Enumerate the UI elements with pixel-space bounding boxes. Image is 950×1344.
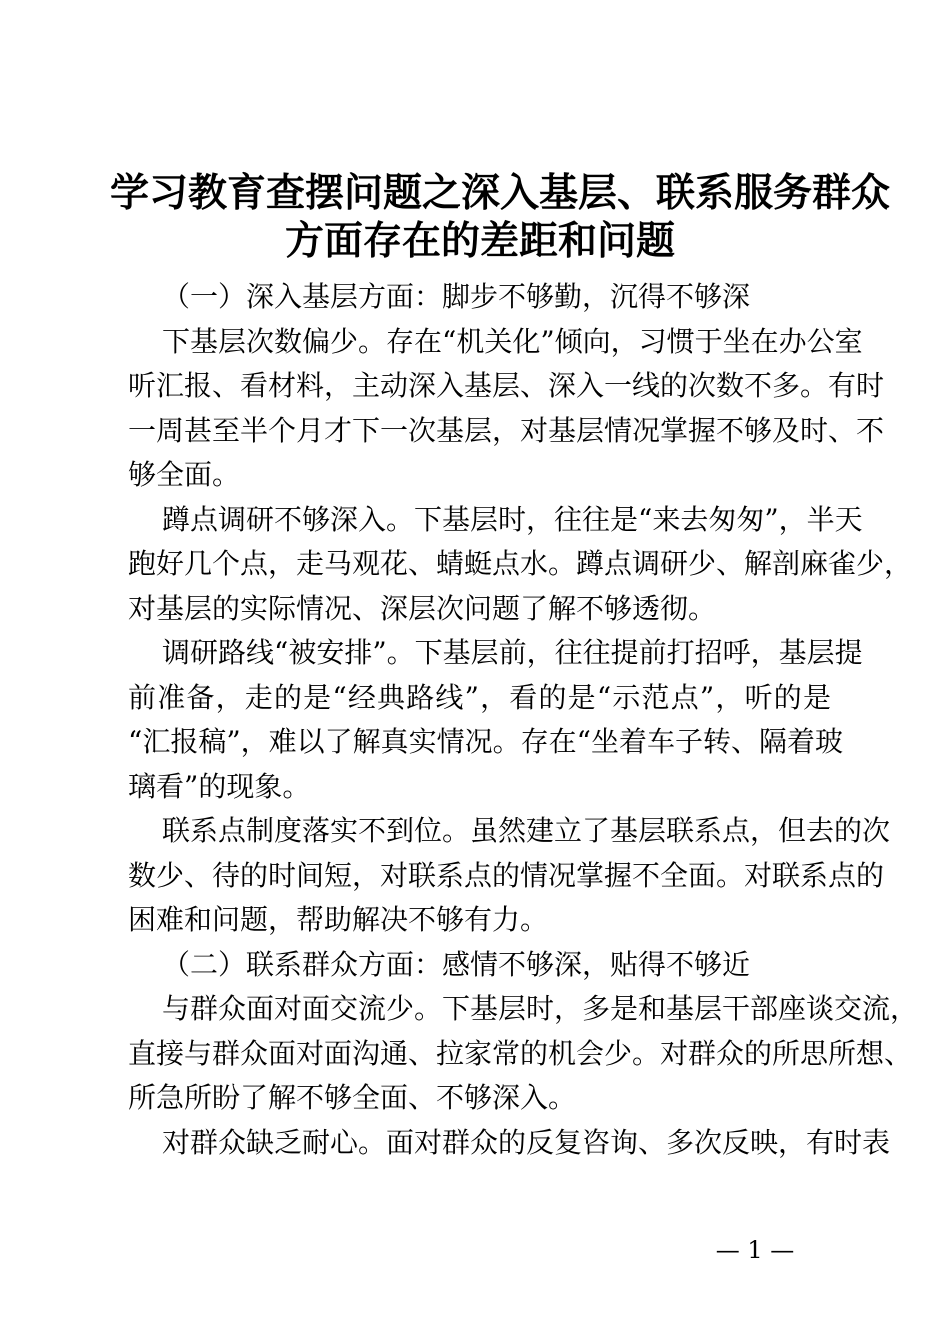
text-line: 联系点制度落实不到位。虽然建立了基层联系点，但去的次	[162, 814, 891, 847]
title-line-1: 学习教育查摆问题之深入基层、联系服务群众	[110, 171, 891, 216]
text-line: 听汇报、看材料，主动深入基层、深入一线的次数不多。有时	[128, 369, 885, 402]
text-line: 璃看”的现象。	[128, 769, 311, 803]
text-line: 一周甚至半个月才下一次基层，对基层情况掌握不够及时、不	[128, 413, 885, 447]
section-heading: （二）联系群众方面：感情不够深，贴得不够近	[162, 947, 751, 981]
text-line: 直接与群众面对面沟通、拉家常的机会少。对群众的所思所想、	[128, 1036, 913, 1070]
document-title	[110, 170, 891, 266]
title-line-2: 方面存在的差距和问题	[284, 219, 675, 264]
text-line: 所急所盼了解不够全面、不够深入。	[128, 1081, 577, 1114]
text-line: 下基层次数偏少。存在“机关化”倾向，习惯于坐在办公室	[162, 324, 863, 358]
text-line: 调研路线“被安排”。下基层前，往往提前打招呼，基层提	[162, 636, 863, 669]
text-line: 跑好几个点，走马观花、蜻蜓点水。蹲点调研少、解剖麻雀少，	[128, 547, 913, 580]
text-line: 蹲点调研不够深入。下基层时，往往是“来去匆匆”，半天	[162, 502, 863, 536]
text-line: “汇报稿”，难以了解真实情况。存在“坐着车子转、隔着玻	[128, 725, 843, 758]
text-line: 对基层的实际情况、深层次问题了解不够透彻。	[128, 591, 717, 625]
text-line: 对群众缺乏耐心。面对群众的反复咨询、多次反映，有时表	[162, 1125, 891, 1159]
text-line: 与群众面对面交流少。下基层时，多是和基层干部座谈交流，	[162, 992, 919, 1025]
page-number: — 1 —	[715, 1236, 795, 1264]
text-line: 够全面。	[128, 458, 241, 491]
text-line: 困难和问题，帮助解决不够有力。	[128, 903, 549, 936]
text-line: 数少、待的时间短，对联系点的情况掌握不全面。对联系点的	[128, 858, 885, 892]
section-heading: （一）深入基层方面：脚步不够勤，沉得不够深	[162, 280, 751, 313]
text-line: 前准备，走的是“经典路线”，看的是“示范点”，听的是	[128, 680, 831, 714]
document-body	[128, 275, 919, 1165]
